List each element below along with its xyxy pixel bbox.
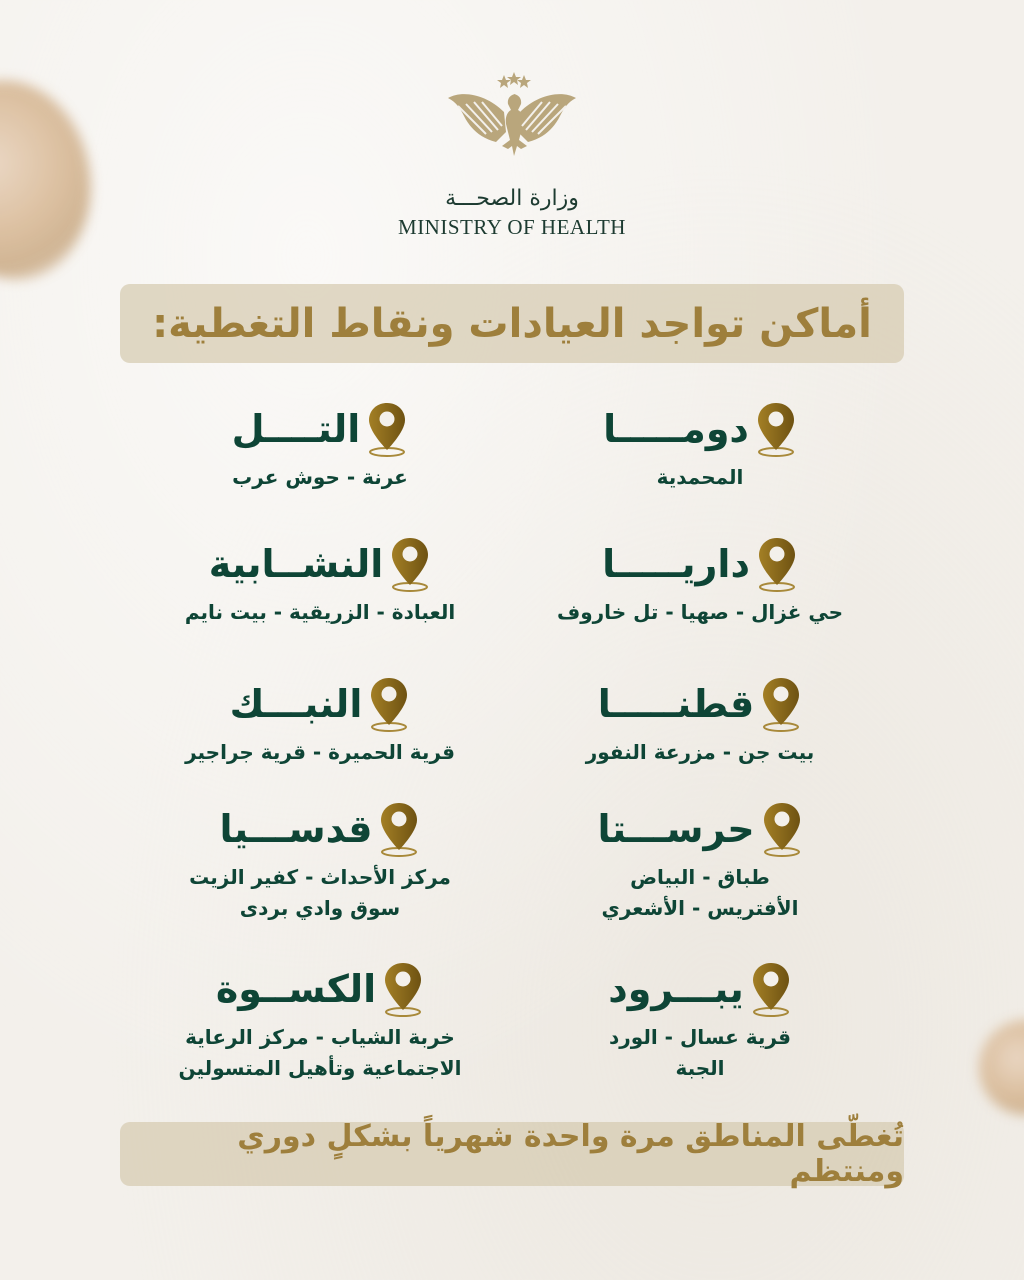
location-name: التــــل [231, 407, 361, 451]
map-pin-icon [760, 675, 802, 733]
location-areas-line-1: خربة الشياب - مركز الرعاية [185, 1025, 455, 1049]
location-al-nabk [130, 671, 510, 796]
org-name-arabic: وزارة الصحـــة [445, 186, 579, 211]
map-pin-icon [382, 960, 424, 1018]
location-name: قدســـيا [219, 807, 373, 851]
location-qatana [510, 671, 890, 796]
map-pin-icon [366, 400, 408, 458]
location-areas: حي غزال - صهيا - تل خاروف [557, 600, 844, 624]
org-name-english: MINISTRY OF HEALTH [398, 215, 626, 239]
location-name: الكســوة [215, 967, 377, 1011]
location-harasta [510, 796, 890, 956]
map-pin-icon [750, 960, 792, 1018]
location-areas: عرنة - حوش عرب [232, 465, 408, 489]
location-areas: قرية الحميرة - قرية جراجير [185, 740, 455, 764]
decorative-blurred-heart-right [979, 1020, 1024, 1115]
location-areas: المحمدية [656, 465, 744, 489]
coverage-note: تُغطّى المناطق مرة واحدة شهرياً بشكلٍ دوري ومنتظم [120, 1122, 904, 1186]
location-areas-line-2: سوق وادي بردى [239, 896, 401, 920]
location-name: حرســـتا [597, 807, 755, 851]
location-areas-line-2: الجبة [675, 1056, 725, 1080]
location-daraya [510, 531, 890, 671]
location-name: يبـــرود [608, 967, 744, 1011]
locations-grid [130, 396, 890, 1096]
location-name: دومـــــا [603, 407, 749, 451]
location-areas-line-2: الأفتريس - الأشعري [601, 896, 799, 920]
location-name: قطنـــــا [597, 682, 755, 726]
eagle-emblem-icon [446, 72, 578, 174]
ministry-logo [0, 72, 1024, 240]
location-douma [510, 396, 890, 531]
location-areas: بيت جن - مزرعة النفور [585, 740, 815, 764]
map-pin-icon [368, 675, 410, 733]
page-title: أماكن تواجد العيادات ونقاط التغطية: [120, 284, 904, 363]
location-yabroud [510, 956, 890, 1096]
map-pin-icon [761, 800, 803, 858]
location-al-kiswah [130, 956, 510, 1096]
map-pin-icon [389, 535, 431, 593]
location-name: النشــابية [208, 542, 384, 586]
location-areas-line-2: الاجتماعية وتأهيل المتسولين [178, 1056, 462, 1080]
location-areas-line-1: مركز الأحداث - كفير الزيت [189, 865, 451, 889]
location-name: داريـــــا [602, 542, 750, 586]
location-name: النبـــك [229, 682, 363, 726]
location-qudsaya [130, 796, 510, 956]
map-pin-icon [755, 400, 797, 458]
location-areas-line-1: طباق - البياض [630, 865, 770, 889]
location-areas-line-1: قرية عسال - الورد [609, 1025, 791, 1049]
map-pin-icon [756, 535, 798, 593]
location-al-nashabiyah [130, 531, 510, 671]
map-pin-icon [378, 800, 420, 858]
location-al-tall [130, 396, 510, 531]
location-areas: العبادة - الزريقية - بيت نايم [184, 600, 456, 624]
